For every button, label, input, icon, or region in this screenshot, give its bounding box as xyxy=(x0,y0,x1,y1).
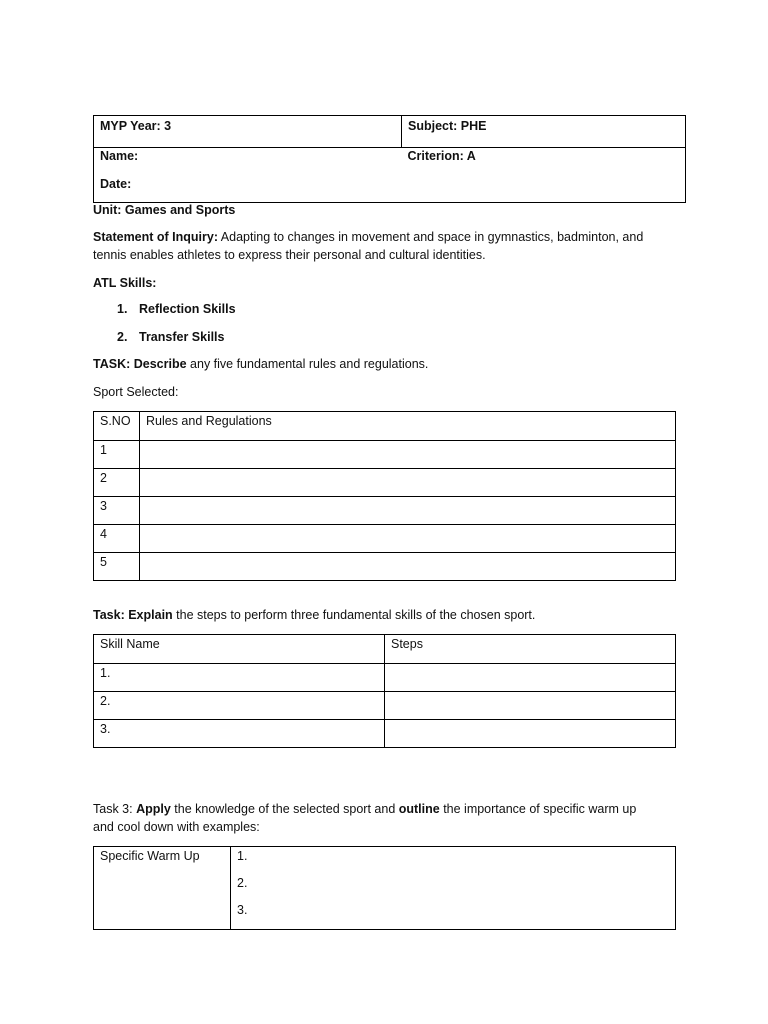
rule-input-cell[interactable] xyxy=(140,441,676,469)
name-date-cell xyxy=(94,148,402,203)
skill-steps-cell[interactable] xyxy=(385,664,676,692)
rules-header-rules: Rules and Regulations xyxy=(140,412,676,441)
warmup-table xyxy=(93,846,676,930)
task1-verb: Describe xyxy=(133,357,187,371)
myp-year-cell xyxy=(94,116,402,148)
list-item: 1. xyxy=(237,849,248,863)
warmup-items-cell[interactable] xyxy=(231,847,676,930)
myp-year-label: MYP Year: 3 xyxy=(100,119,172,133)
task1-text: any five fundamental rules and regulations. xyxy=(186,357,429,371)
skill-name-cell[interactable]: 3. xyxy=(94,720,385,748)
sport-selected-label: Sport Selected: xyxy=(93,385,179,399)
list-item: 2. xyxy=(237,876,248,890)
atl-item-label: Transfer Skills xyxy=(139,330,225,344)
skill-steps-cell[interactable] xyxy=(385,692,676,720)
table-row-number: 5 xyxy=(94,553,140,581)
task3-instruction-line2: and cool down with examples: xyxy=(93,820,260,834)
task1-label: TASK: xyxy=(93,357,131,371)
rule-input-cell[interactable] xyxy=(140,497,676,525)
task3-verb-outline: outline xyxy=(398,802,440,816)
skills-header-steps: Steps xyxy=(385,635,676,664)
criterion-cell xyxy=(402,148,686,203)
atl-item-number: 2. xyxy=(117,330,128,344)
atl-item-number: 1. xyxy=(117,302,128,316)
subject-cell xyxy=(402,116,686,148)
atl-skills-label: ATL Skills: xyxy=(93,276,157,290)
table-row-number: 1 xyxy=(94,441,140,469)
task3-instruction xyxy=(93,801,636,817)
task3-verb-apply: Apply xyxy=(136,802,171,816)
skill-name-cell[interactable]: 2. xyxy=(94,692,385,720)
table-row-number: 4 xyxy=(94,525,140,553)
rule-input-cell[interactable] xyxy=(140,525,676,553)
header-table xyxy=(93,115,686,203)
statement-text-line2: tennis enables athletes to express their personal and cultural identities. xyxy=(93,248,486,262)
task3-prefix: Task 3: xyxy=(93,802,137,816)
warmup-label-cell: Specific Warm Up xyxy=(94,847,231,930)
task2-verb: Explain xyxy=(128,608,173,622)
statement-of-inquiry xyxy=(93,229,643,245)
task2-instruction xyxy=(93,607,535,623)
list-item: 3. xyxy=(237,903,248,917)
skill-steps-cell[interactable] xyxy=(385,720,676,748)
task2-label: Task: xyxy=(93,608,125,622)
rules-table xyxy=(93,411,676,581)
skill-name-cell[interactable]: 1. xyxy=(94,664,385,692)
atl-item-2 xyxy=(117,329,224,345)
rule-input-cell[interactable] xyxy=(140,553,676,581)
subject-label: Subject: PHE xyxy=(408,119,487,133)
task1-instruction xyxy=(93,356,428,372)
task3-suffix: the importance of specific warm up xyxy=(439,802,637,816)
criterion-label: Criterion: A xyxy=(407,149,476,163)
rules-header-sno: S.NO xyxy=(94,412,140,441)
table-row-number: 3 xyxy=(94,497,140,525)
statement-label: Statement of Inquiry: xyxy=(93,230,219,244)
statement-text-line1: Adapting to changes in movement and space in gymnastics, badminton, and xyxy=(218,230,644,244)
date-label: Date: xyxy=(100,177,132,191)
task3-mid: the knowledge of the selected sport and xyxy=(170,802,399,816)
rule-input-cell[interactable] xyxy=(140,469,676,497)
name-label: Name: xyxy=(100,149,139,163)
table-row-number: 2 xyxy=(94,469,140,497)
skills-table xyxy=(93,634,676,748)
atl-item-label: Reflection Skills xyxy=(139,302,236,316)
task2-text: the steps to perform three fundamental skills of the chosen sport. xyxy=(172,608,536,622)
unit-title: Unit: Games and Sports xyxy=(93,203,236,217)
skills-header-name: Skill Name xyxy=(94,635,385,664)
atl-item-1 xyxy=(117,301,236,317)
